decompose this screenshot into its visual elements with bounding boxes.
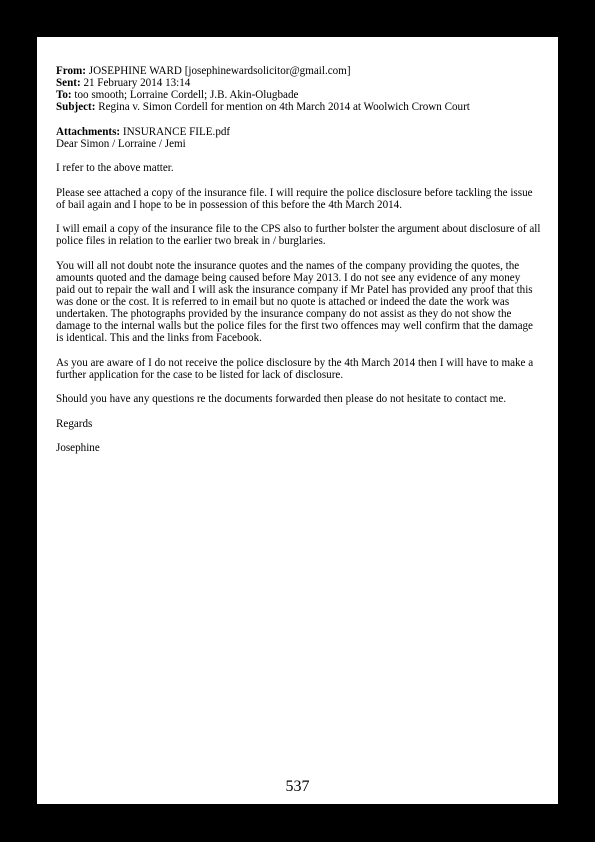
paragraph-questions: Should you have any questions re the documents forwarded then please do not hesitate to contact me.: [56, 393, 507, 406]
paragraph-cps: I will email a copy of the insurance file to the CPS also to further bolster the argument about disclosure of all police files in relation to the earlier two break in / burglaries.: [56, 223, 541, 248]
sent-label: Sent:: [56, 77, 81, 90]
subject-label: Subject:: [56, 101, 96, 114]
signature-name: Josephine: [56, 441, 100, 454]
paragraph-disclosure: As you are aware of I do not receive the police disclosure by the 4th March 2014 then I will have to make a further application for the case to be listed for lack of disclosure.: [56, 356, 534, 381]
to-value: too smooth; Lorraine Cordell; J.B. Akin-Olugbade: [74, 89, 299, 102]
to-label: To:: [56, 89, 72, 102]
attachments-label: Attachments:: [56, 125, 121, 138]
to-line: [56, 89, 542, 101]
email-content: [56, 65, 542, 466]
sent-line: [56, 77, 542, 89]
subject-value: Regina v. Simon Cordell for mention on 4th March 2014 at Woolwich Crown Court: [98, 101, 470, 114]
from-value: JOSEPHINE WARD [josephinewardsolicitor@gmail.com]: [88, 65, 351, 77]
paragraph-attachment: Please see attached a copy of the insurance file. I will require the police disclosure before tackling the issue of bail again and I hope to be in possession of this before the 4th March 2014.: [56, 186, 533, 211]
document-page: [37, 37, 558, 804]
from-label: From:: [56, 65, 86, 77]
attachments-line: [56, 126, 542, 138]
closing-regards: Regards: [56, 417, 93, 430]
from-line: [56, 65, 542, 77]
paragraph-intro: I refer to the above matter.: [56, 162, 174, 175]
page-number: 537: [285, 778, 310, 795]
salutation: Dear Simon / Lorraine / Jemi: [56, 137, 186, 150]
paragraph-insurance-quotes: You will all not doubt note the insurance quotes and the names of the company providing the quotes, the amounts quoted and the damage being caused before May 2013. I do not see any evidence of any money paid out to repair the wall and I will ask the insurance company if Mr Patel has provided any proof that this was done or the cost. It is referred to in email but no quote is attached or indeed the date the work was undertaken. The photographs provided by the insurance company do not assist as they do not show the damage to the internal walls but the police files for the first two offences may well confirm that the damage is identical. This and the links from Facebook.: [56, 259, 533, 345]
subject-line: [56, 101, 542, 113]
attachments-value: INSURANCE FILE.pdf: [122, 125, 231, 138]
sent-value: 21 February 2014 13:14: [83, 77, 191, 90]
